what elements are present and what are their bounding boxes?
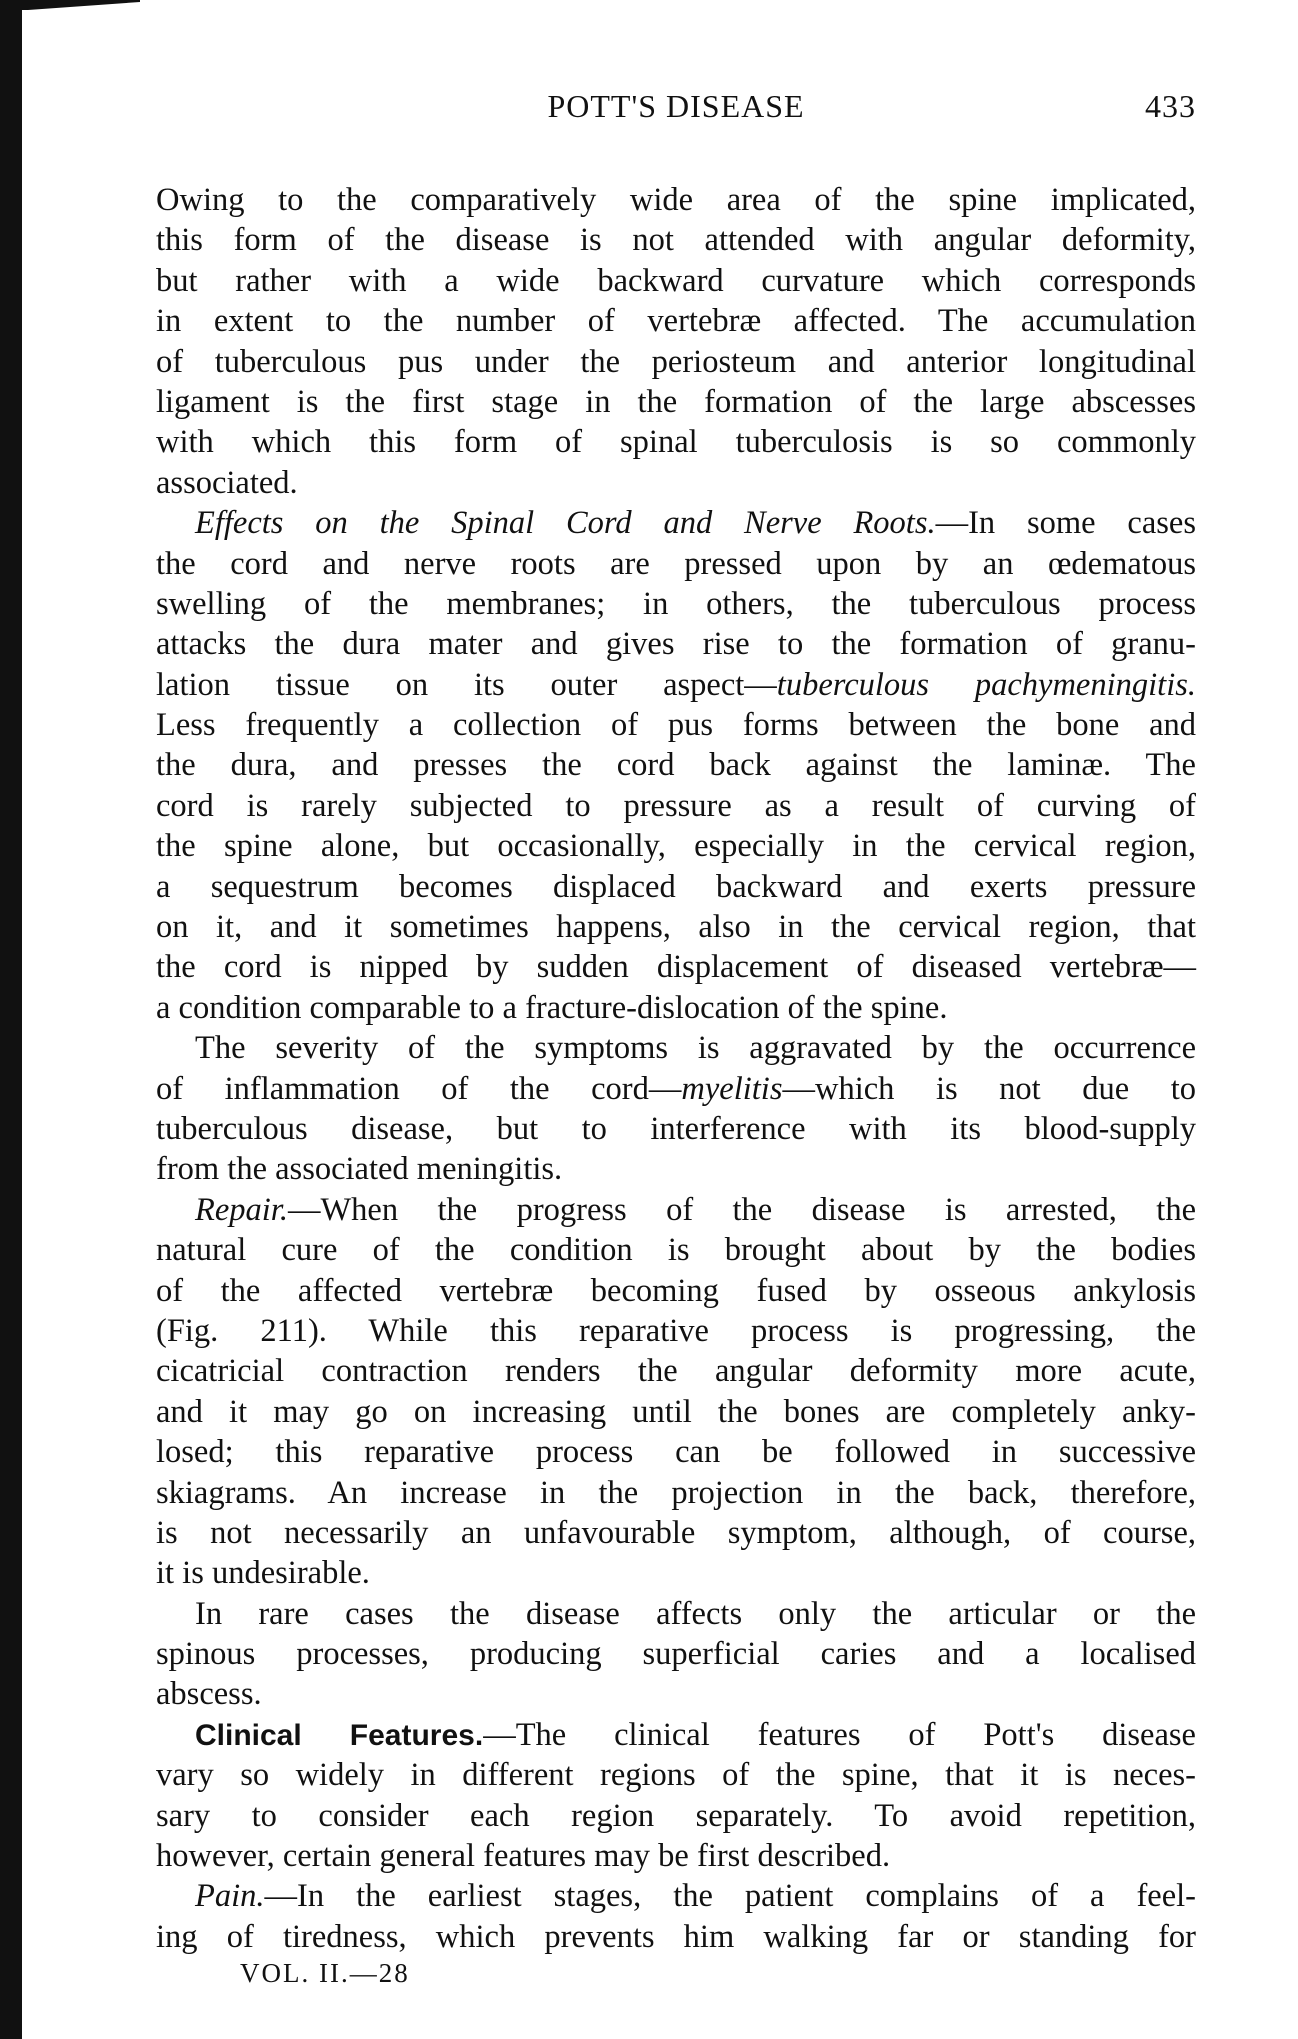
text-segment: in extent to the number of vertebræ affected. The accumulation (156, 303, 1196, 340)
text-segment: cord is rarely subjected to pressure as a result of curving of (156, 787, 1196, 824)
text-segment: —When the progress of the disease is arrested, the (287, 1191, 1196, 1228)
paragraph (156, 180, 1196, 503)
text-line (156, 220, 1196, 260)
text-segment: a sequestrum becomes displaced backward and exerts pressure (156, 868, 1196, 905)
text-segment: (Fig. 211). While this reparative process is progressing, the (156, 1312, 1196, 1349)
text-segment: ing of tiredness, which prevents him walking far or standing for (156, 1918, 1196, 1955)
text-segment: of inflammation of the cord— (156, 1070, 682, 1107)
text-line (156, 1473, 1196, 1513)
text-line (156, 1715, 1196, 1755)
text-line (156, 1230, 1196, 1270)
text-line (156, 503, 1196, 543)
text-segment: with which this form of spinal tuberculosis is so commonly (156, 424, 1196, 461)
text-line (156, 382, 1196, 422)
text-line (156, 1513, 1196, 1553)
text-segment: —In some cases (935, 505, 1197, 542)
text-line (156, 705, 1196, 745)
text-line (156, 1836, 1196, 1876)
page-body (156, 180, 1196, 1957)
text-segment: but rather with a wide backward curvature which corresponds (156, 262, 1196, 299)
text-line (156, 1311, 1196, 1351)
text-segment: of the affected vertebræ becoming fused by osseous ankylosis (156, 1272, 1196, 1309)
emphasized-text: Pain. (195, 1878, 265, 1915)
text-line (156, 1069, 1196, 1109)
text-segment: vary so widely in different regions of the spine, that it is neces- (156, 1757, 1196, 1794)
paragraph (156, 1190, 1196, 1594)
text-line (156, 422, 1196, 462)
text-segment: —which is not due to (782, 1070, 1197, 1107)
text-segment: lation tissue on its outer aspect— (156, 666, 777, 703)
page-number: 433 (1145, 88, 1196, 124)
text-line (156, 1594, 1196, 1634)
text-segment: it is undesirable. (156, 1555, 370, 1592)
text-line (156, 301, 1196, 341)
text-segment: the dura, and presses the cord back against the laminæ. The (156, 747, 1196, 784)
text-segment: attacks the dura mater and gives rise to the formation of granu- (156, 626, 1196, 663)
text-line (156, 1190, 1196, 1230)
text-line (156, 261, 1196, 301)
text-segment: The severity of the symptoms is aggravated by the occurrence (195, 1030, 1196, 1067)
text-segment: associated. (156, 464, 298, 501)
emphasized-text: myelitis (681, 1070, 783, 1107)
running-header (156, 88, 1196, 132)
text-segment: swelling of the membranes; in others, the tuberculous process (156, 585, 1196, 622)
text-segment: losed; this reparative process can be followed in successive (156, 1434, 1196, 1471)
text-line (156, 745, 1196, 785)
text-line (156, 826, 1196, 866)
text-segment: this form of the disease is not attended with angular deformity, (156, 222, 1196, 259)
text-segment: the spine alone, but occasionally, especially in the cervical region, (156, 828, 1196, 865)
text-segment: sary to consider each region separately. To avoid repetition, (156, 1797, 1196, 1834)
text-line (156, 624, 1196, 664)
paragraph (156, 1028, 1196, 1190)
signature-mark: VOL. II.—28 (240, 1958, 410, 1988)
text-segment: —In the earliest stages, the patient complains of a feel- (264, 1878, 1196, 1915)
text-segment: and it may go on increasing until the bones are completely anky- (156, 1393, 1196, 1430)
text-segment: the cord and nerve roots are pressed upon by an œdematous (156, 545, 1196, 582)
text-line (156, 180, 1196, 220)
text-line (156, 867, 1196, 907)
text-line (156, 907, 1196, 947)
text-segment: —The clinical features of Pott's disease (483, 1716, 1196, 1753)
text-segment: natural cure of the condition is brought about by the bodies (156, 1232, 1196, 1269)
text-segment: cicatricial contraction renders the angular deformity more acute, (156, 1353, 1196, 1390)
text-line (156, 665, 1196, 705)
text-line (156, 1271, 1196, 1311)
text-line (156, 1432, 1196, 1472)
paragraph (156, 1876, 1196, 1957)
text-segment: tuberculous disease, but to interference with its blood-supply (156, 1110, 1196, 1147)
text-segment: abscess. (156, 1676, 262, 1713)
binding-flourish (0, 0, 140, 10)
text-line (156, 584, 1196, 624)
text-segment: spinous processes, producing superficial caries and a localised (156, 1636, 1196, 1673)
emphasized-text: Clinical Features. (195, 1718, 484, 1752)
paragraph (156, 503, 1196, 1028)
text-segment: from the associated meningitis. (156, 1151, 563, 1188)
text-segment: Owing to the comparatively wide area of the spine implicated, (156, 182, 1196, 218)
text-segment: In rare cases the disease affects only the articular or the (195, 1595, 1196, 1632)
text-line (156, 1876, 1196, 1916)
text-line (156, 1755, 1196, 1795)
paragraph (156, 1715, 1196, 1877)
emphasized-text: tuberculous pachymeningitis. (776, 666, 1196, 703)
text-segment: is not necessarily an unfavourable symptom, although, of course, (156, 1514, 1196, 1551)
text-segment: the cord is nipped by sudden displacement of diseased vertebræ— (156, 949, 1196, 986)
text-line (156, 1553, 1196, 1593)
text-segment: a condition comparable to a fracture-dislocation of the spine. (156, 989, 948, 1026)
text-line (156, 1028, 1196, 1068)
paragraph (156, 1594, 1196, 1715)
text-segment: Less frequently a collection of pus forms between the bone and (156, 707, 1196, 744)
running-title: POTT'S DISEASE (547, 88, 805, 124)
text-line (156, 988, 1196, 1028)
text-line (156, 342, 1196, 382)
text-line (156, 1149, 1196, 1189)
text-line (156, 544, 1196, 584)
page-binding-edge (0, 0, 22, 2039)
text-line (156, 1796, 1196, 1836)
text-segment: however, certain general features may be first described. (156, 1838, 891, 1875)
text-segment: skiagrams. An increase in the projection in the back, therefore, (156, 1474, 1196, 1511)
text-line (156, 1917, 1196, 1957)
emphasized-text: Repair. (195, 1191, 288, 1228)
text-line (156, 1634, 1196, 1674)
text-line (156, 786, 1196, 826)
text-segment: on it, and it sometimes happens, also in the cervical region, that (156, 909, 1196, 946)
emphasized-text: Effects on the Spinal Cord and Nerve Roots. (195, 505, 936, 542)
text-line (156, 1109, 1196, 1149)
text-line (156, 463, 1196, 503)
text-line (156, 1351, 1196, 1391)
text-line (156, 1392, 1196, 1432)
text-line (156, 1674, 1196, 1714)
text-segment: of tuberculous pus under the periosteum and anterior longitudinal (156, 343, 1196, 380)
text-line (156, 947, 1196, 987)
text-segment: ligament is the first stage in the formation of the large abscesses (156, 383, 1196, 420)
